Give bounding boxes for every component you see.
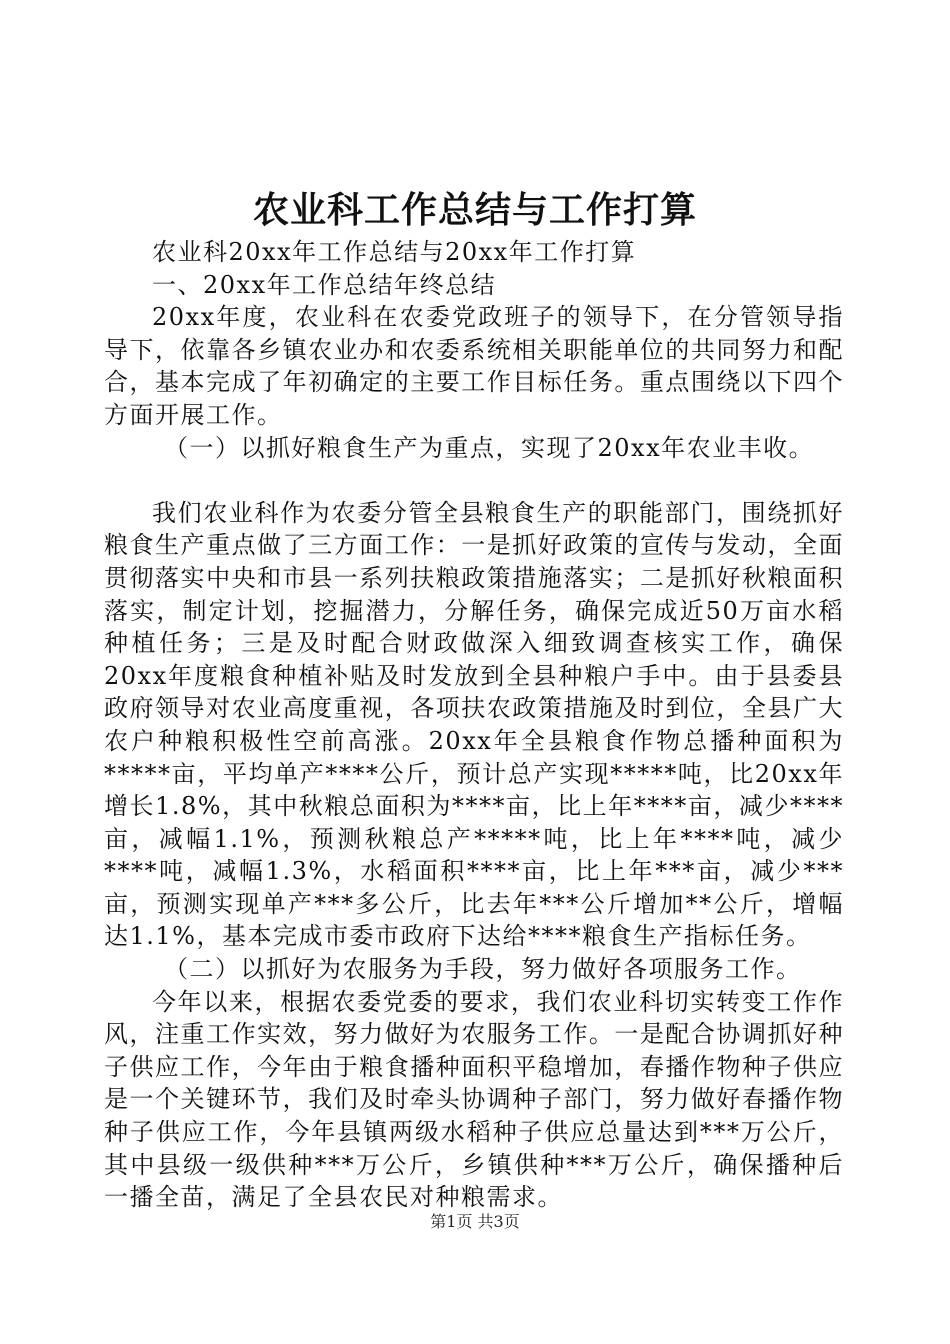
service-paragraph: 今年以来，根据农委党委的要求，我们农业科切实转变工作作风，注重工作实效，努力做好为农服务工作。一是配合协调抓好种子供应工作，今年由于粮食播种面积平稳增加，春播作物种子供应是一个关键环节，我们及时牵头协调种子部门，努力做好春播作物种子供应工作，今年县镇两级水稻种子供应总量达到***万公斤，其中县级一级供种***万公斤，乡镇供种***万公斤，确保播种后一播全苗，满足了全县农民对种粮需求。 <box>104 987 844 1212</box>
subsection-heading-1: （一）以抓好粮食生产为重点，实现了20xx年农业丰收。 <box>164 433 815 462</box>
grain-production-paragraph: 我们农业科作为农委分管全县粮食生产的职能部门，围绕抓好粮食生产重点做了三方面工作：一是抓好政策的宣传与发动，全面贯彻落实中央和市县一系列扶粮政策措施落实；二是抓好秋粮面积落实，制定计划，挖掘潜力，分解任务，确保完成近50万亩水稻种植任务；三是及时配合财政做深入细致调查核实工作，确保20xx年度粮食种植补贴及时发放到全县种粮户手中。由于县委县政府领导对农业高度重视，各项扶农政策措施及时到位，全县广大农户种粮积极性空前高涨。20xx年全县粮食作物总播种面积为*****亩，平均单产****公斤，预计总产实现*****吨，比20xx年增长1.8%，其中秋粮总面积为****亩，比上年****亩，减少****亩，减幅1.1%，预测秋粮总产*****吨，比上年****吨，减少****吨，减幅1.3%，水稻面积****亩，比上年***亩，减少***亩，预测实现单产***多公斤，比去年***公斤增加**公斤，增幅达1.1%，基本完成市委市政府下达给****粮食生产指标任务。 <box>104 498 844 951</box>
intro-paragraph: 20xx年度，农业科在农委党政班子的领导下，在分管领导指导下，依靠各乡镇农业办和农委系统相关职能单位的共同努力和配合，基本完成了年初确定的主要工作目标任务。重点围绕以下四个方面开展工作。 <box>104 303 844 429</box>
section-heading-1: 一、20xx年工作总结年终总结 <box>152 270 497 299</box>
page-footer: 第1页 共3页 <box>430 1212 520 1231</box>
subsection-heading-2: （二）以抓好为农服务为手段，努力做好各项服务工作。 <box>164 955 802 984</box>
paragraph-spacer <box>104 464 844 497</box>
subtitle-paragraph: 农业科20xx年工作总结与20xx年工作打算 <box>152 238 637 266</box>
document-title: 农业科工作总结与工作打算 <box>252 189 697 231</box>
document-body <box>104 236 844 1214</box>
